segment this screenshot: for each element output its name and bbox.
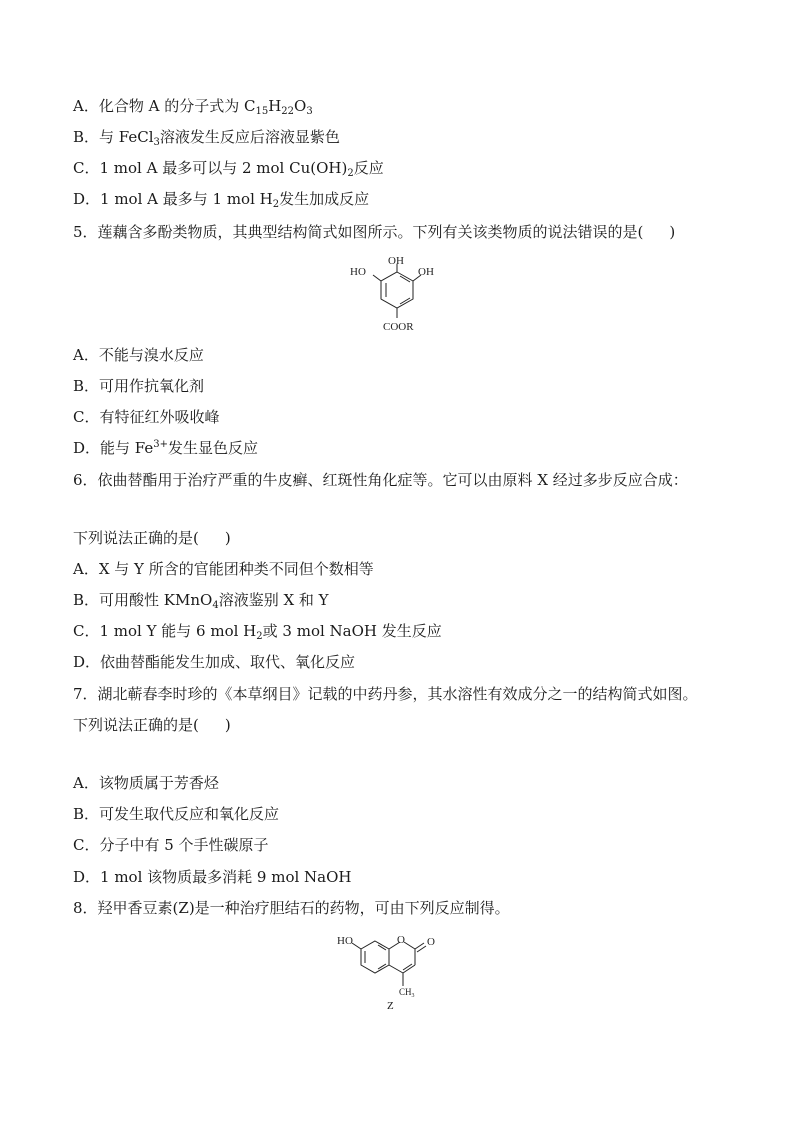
q5-coor: COOR <box>383 321 414 333</box>
q8-methyl-label: $CH_3$ <box>399 987 415 999</box>
q6-stem: 6．依曲替酯用于治疗严重的牛皮癣、红斑性角化症等。它可以由原料 X 经过多步反应合成： <box>73 471 688 489</box>
q6-ask: 下列说法正确的是( ) <box>73 529 231 547</box>
q7-ask: 下列说法正确的是( ) <box>73 716 231 734</box>
q5-ho-left: HO <box>350 266 366 278</box>
q8-stem: 8．羟甲香豆素(Z)是一种治疗胆结石的药物，可由下列反应制得。 <box>73 899 510 917</box>
q7-option-c: C．分子中有 5 个手性碳原子 <box>73 836 269 854</box>
q6-option-c: C．1 mol Y 能与 6 mol $H_2$或 3 mol NaOH 发生反应 <box>73 622 442 642</box>
q6-option-b: B．可用酸性 KMnO$_4$溶液鉴别 X 和 Y <box>73 591 329 611</box>
q4-option-c: C．1 mol A 最多可以与 2 mol $Cu(OH)_2$反应 <box>73 159 384 179</box>
q5-oh-right: OH <box>418 266 434 278</box>
q4-option-b: B．与 FeCl$_3$溶液发生反应后溶液显紫色 <box>73 128 340 148</box>
q5-oh-top: OH <box>388 255 404 267</box>
q8-structure-figure <box>332 928 452 1014</box>
q7-option-d: D．1 mol 该物质最多消耗 9 mol NaOH <box>73 868 352 886</box>
q8-carbonyl-oxygen: O <box>427 936 435 948</box>
q7-option-b: B．可发生取代反应和氧化反应 <box>73 805 280 823</box>
q5-option-b: B．可用作抗氧化剂 <box>73 377 205 395</box>
q5-option-d: D．能与 $Fe^{3+}$发生显色反应 <box>73 439 259 457</box>
q5-option-a: A．不能与溴水反应 <box>73 346 204 364</box>
q8-ring-oxygen: O <box>397 934 405 946</box>
q4-option-a: A．化合物 A 的分子式为 $C_{15}H_{22}O_3$ <box>73 97 313 117</box>
q7-option-a: A．该物质属于芳香烃 <box>73 774 219 792</box>
q7-stem: 7．湖北蕲春李时珍的《本草纲目》记载的中药丹参，其水溶性有效成分之一的结构简式如图。 <box>73 685 698 703</box>
q5-stem: 5．莲藕含多酚类物质，其典型结构简式如图所示。下列有关该类物质的说法错误的是( ) <box>73 223 676 241</box>
q8-z-label: Z <box>387 1000 394 1012</box>
q6-option-d: D．依曲替酯能发生加成、取代、氧化反应 <box>73 653 356 671</box>
q5-structure-figure <box>340 252 440 338</box>
q5-option-c: C．有特征红外吸收峰 <box>73 408 220 426</box>
q8-ho-label: HO <box>337 935 353 947</box>
q6-option-a: A．X 与 Y 所含的官能团种类不同但个数相等 <box>73 560 374 578</box>
q4-option-d: D．1 mol A 最多与 1 mol $H_2$发生加成反应 <box>73 190 370 210</box>
